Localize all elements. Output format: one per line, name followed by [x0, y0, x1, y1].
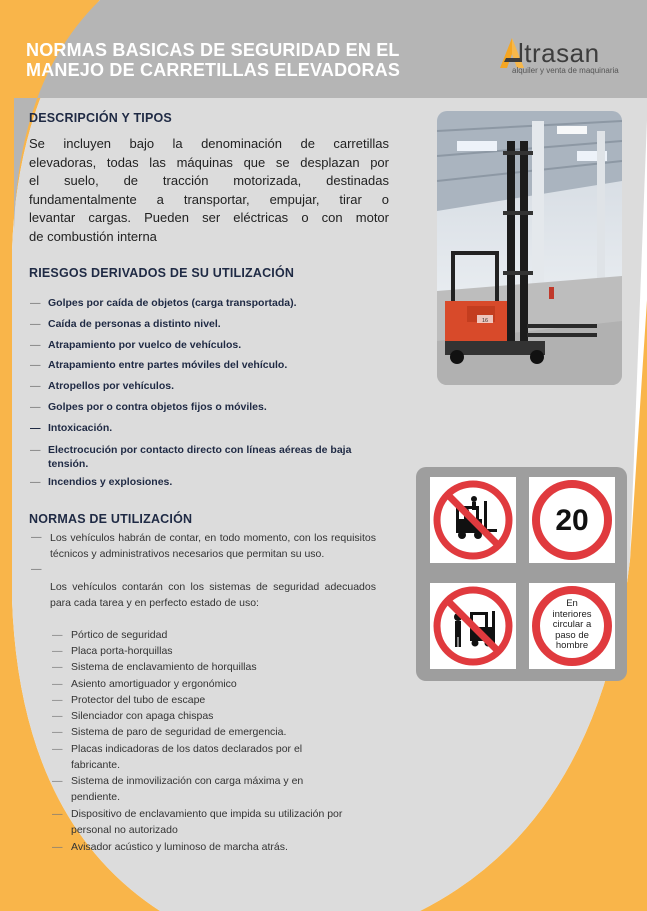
speed-limit-value: 20: [555, 504, 589, 537]
descripcion-line: levantar cargas. Pueden ser eléctricas o con motor: [29, 210, 389, 225]
logo-name: ltrasan: [518, 38, 600, 68]
logo-tagline: alquiler y venta de maquinaria: [512, 66, 619, 75]
altrasan-logo: [498, 36, 630, 76]
normas-paragraph-1: Los vehículos habrán de contar, en todo momento, con los requisitos técnicos y administrativos necesarios que permitan su uso.: [50, 532, 376, 560]
descripcion-line: elevadoras, todas las máquinas que se desplazan por: [29, 154, 389, 170]
descripcion-paragraph: [29, 135, 389, 246]
forklift-badge-number: 16: [481, 318, 489, 324]
page-title: [26, 40, 466, 80]
descripcion-title: DESCRIPCIÓN Y TIPOS: [29, 111, 172, 125]
normas-title: NORMAS DE UTILIZACIÓN: [29, 512, 193, 526]
forklift-photo: [437, 111, 622, 385]
walking-pace-sign: [529, 583, 615, 669]
dash-marker: —: [31, 531, 42, 543]
descripcion-line: fundamentalmente a transportar, empujar, tirar o: [29, 191, 389, 207]
speed-limit-sign: [529, 477, 615, 563]
title-line-1: NORMAS BASICAS DE SEGURIDAD EN EL: [26, 40, 400, 60]
no-passengers-sign: [430, 477, 516, 563]
dash-marker: —: [31, 563, 42, 575]
forklift-warehouse-illustration: [437, 111, 622, 385]
safety-signs-panel: [416, 467, 627, 681]
descripcion-line: de combustión interna: [29, 228, 157, 244]
safety-sheet-page: NORMAS BASICAS DE SEGURIDAD EN EL MANEJO DE CARRETILLAS ELEVADORAS ltrasan alquiler y venta de maquinaria DESCRIPCIÓN Y TIPOS Se incluyen bajo la denominación de carretillas elevadoras, todas las máquinas que se desplazan por el suelo, de tracción motorizada, destinadas fundamentalmente a transportar, empujar, tirar o levantar cargas. Pueden ser eléctricas o con motor de combustión interna RIESGOS DERIVADOS DE SU UTILIZACIÓN — Golpes por caída de objetos (carga transportada). — Caída de personas a distinto nivel. — Atrapamiento por vuelco de vehículos. — Atrapamiento entre partes móviles del vehículo. — Atropellos por vehículos. — Golpes por o contra objetos fijos o móviles. — Intoxicación. — Electrocución por contacto directo con líneas aéreas de baja tensión. — Incendios y explosiones. NORMAS DE UTILIZACIÓN — — Los vehículos habrán de contar, en todo momento, con los requisitos técnicos y administrativos necesarios que permitan su uso. Los vehículos contarán con los sistemas de seguridad adecuados para cada tarea y en perfecto estado de uso: — Pórtico de seguridad — Placa porta-horquillas — Sistema de enclavamiento de horquillas — Asiento amortiguador y ergonómico — Protector del tubo de escape — Silenciador con apaga chispas — Sistema de paro de seguridad de emergencia. — Placas indicadoras de los datos declarados por el fabricante. — Sistema de inmovilización con carga máxima y en pendiente. — Dispositivo de enclavamiento que impida su utilización por personal no autorizado — Avisador acústico y luminoso de marcha atrás. 16 20 En interiores circular a paso de hombre: [0, 0, 647, 911]
descripcion-line: el suelo, de tracción motorizada, destinadas: [29, 173, 389, 188]
no-passengers-on-forklift-icon: [430, 477, 516, 563]
normas-paragraph-2: Los vehículos contarán con los sistemas de seguridad adecuados para cada tarea y en perfecto estado de uso:: [50, 581, 376, 609]
riesgos-title: RIESGOS DERIVADOS DE SU UTILIZACIÓN: [29, 266, 295, 280]
no-pedestrians-near-forklift-icon: [430, 583, 516, 669]
no-pedestrians-sign: [430, 583, 516, 669]
descripcion-line: Se incluyen bajo la denominación de carretillas: [29, 136, 389, 151]
speed-limit-icon: [529, 477, 615, 563]
walking-pace-text: En interiores circular a paso de hombre: [552, 598, 592, 651]
title-line-2: MANEJO DE CARRETILLAS ELEVADORAS: [26, 60, 401, 80]
